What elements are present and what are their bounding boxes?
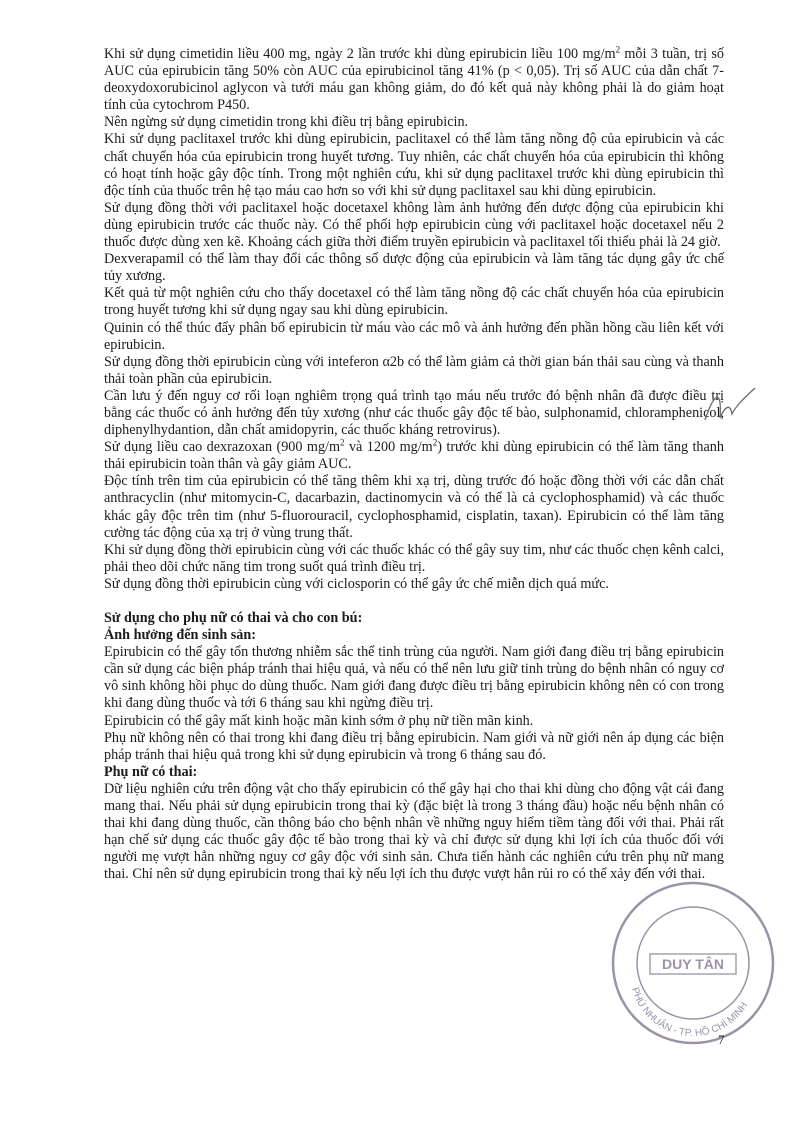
subheading-fertility: Ảnh hưởng đến sinh sản: xyxy=(104,627,257,644)
paragraph: Dexverapamil có thể làm thay đổi các thông số dược động của epirubicin và làm tăng tác dụng gây ức chế tủy xương. xyxy=(104,251,724,285)
paragraph: Khi sử dụng paclitaxel trước khi dùng epirubicin, paclitaxel có thể làm tăng nồng độ của epirubicin và các chất chuyển hóa của epirubicin trong huyết tương. Tuy nhiên, các chất chuyển hóa của epirubicin thì không có hoạt tính hoặc gây độc tính. Trong một nghiên cứu, khi sử dụng paclitaxel trước khi dùng epirubicin thì độc tính của thuốc trên hệ tạo máu cao hơn so với khi sử dụng paclitaxel sau khi dùng epirubicin. xyxy=(104,131,724,199)
paragraph: Độc tính trên tim của epirubicin có thể tăng thêm khi xạ trị, dùng trước đó hoặc đồng thời với các dẫn chất anthracyclin (như mitomycin-C, dacarbazin, dactinomycin và có thể là cả cyclophosphamid) và các thuốc khác gây độc trên tim (như 5-fluorouracil, cyclophosphamid, cisplatin, taxan). Epirubicin có thể làm tăng cường tác động của xạ trị ở vùng trung thất. xyxy=(104,473,724,541)
signature-mark xyxy=(700,380,760,430)
paragraph: Sử dụng đồng thời với paclitaxel hoặc docetaxel không làm ảnh hưởng đến dược động của epirubicin khi dùng epirubicin trước các thuốc này. Có thể phối hợp epirubicin cùng với paclitaxel hoặc docetaxel nếu 2 thuốc được dùng xen kẽ. Khoảng cách giữa thời điểm truyền epirubicin và paclitaxel tối thiểu phải là 24 giờ. xyxy=(104,199,724,251)
paragraph-dexrazoxan xyxy=(104,439,724,473)
paragraph: Epirubicin có thể gây tổn thương nhiễm sắc thể tinh trùng của người. Nam giới đang điều trị bằng epirubicin cần sử dụng các biện pháp tránh thai hiệu quả, và nếu có thể nên lưu giữ tinh trùng do bệnh nhân có nguy cơ vô sinh không hồi phục do dùng thuốc. Nam giới đang được điều trị bằng epirubicin không nên có con trong khi đang dùng thuốc và tới 6 tháng sau khi ngừng điều trị. xyxy=(104,644,724,712)
superscript: 2 xyxy=(432,437,438,448)
superscript: 2 xyxy=(340,437,345,448)
paragraph: Quinin có thể thúc đẩy phân bố epirubicin từ máu vào các mô và ảnh hưởng đến phần hồng cầu liên kết với epirubicin. xyxy=(104,319,724,353)
text-run: và 1200 mg/m xyxy=(344,439,433,456)
paragraph: Epirubicin có thể gây mất kinh hoặc mãn kinh sớm ở phụ nữ tiền mãn kinh. xyxy=(104,712,534,729)
company-stamp xyxy=(608,878,778,1048)
stamp-arc-text: PHÚ NHUẬN - TP. HỒ CHÍ MINH xyxy=(629,986,751,1040)
paragraph: Sử dụng đồng thời epirubicin cùng với inteferon α2b có thể làm giảm cả thời gian bán thải sau cùng và thanh thải toàn phần của epirubicin. xyxy=(104,353,724,387)
paragraph: Khi sử dụng đồng thời epirubicin cùng với các thuốc khác có thể gây suy tim, như các thuốc chẹn kênh calci, phải theo dõi chức năng tim trong suốt quá trình điều trị. xyxy=(104,541,724,575)
spacer xyxy=(104,593,724,610)
page-number: 7 xyxy=(718,1032,725,1047)
section-heading-pregnancy: Sử dụng cho phụ nữ có thai và cho con bú: xyxy=(104,610,363,626)
document-body xyxy=(104,46,724,884)
subheading-pregnant: Phụ nữ có thai: xyxy=(104,763,198,780)
stamp-name: DUY TÂN xyxy=(662,956,724,972)
paragraph: Cần lưu ý đến nguy cơ rối loạn nghiêm trọng quá trình tạo máu nếu trước đó bệnh nhân đã được điều trị bằng các thuốc có ảnh hưởng đến tủy xương (như các thuốc gây độc tế bào, sulphonamid, chloramphenicol, diphenylhydantion, dẫn chất amidopyrin, các thuốc kháng retrovirus). xyxy=(104,387,724,439)
paragraph: Kết quả từ một nghiên cứu cho thấy docetaxel có thể làm tăng nồng độ các chất chuyển hóa của epirubicin trong huyết tương khi sử dụng ngay sau khi dùng epirubicin. xyxy=(104,285,724,319)
text-run: Sử dụng liều cao dexrazoxan (900 mg/m xyxy=(104,439,341,456)
paragraph-cimetidine xyxy=(104,46,724,114)
paragraph: Nên ngừng sử dụng cimetidin trong khi điều trị bằng epirubicin. xyxy=(104,114,469,131)
paragraph: Sử dụng đồng thời epirubicin cùng với ciclosporin có thể gây ức chế miễn dịch quá mức. xyxy=(104,575,609,592)
text-run: Khi sử dụng cimetidin liều 400 mg, ngày 2 lần trước khi dùng epirubicin liều 100 mg/m xyxy=(104,46,616,62)
superscript: 2 xyxy=(615,44,621,55)
text-run: mỗi 3 tuần, trị số AUC của epirubicin tăng 50% còn AUC của epirubicinol tăng 41% (p < 0,05). Trị số AUC của dẫn chất 7-deoxydoxorubicinol aglycon và tưới máu gan không giảm, do đó kết quả này không phải là do giảm hoạt tính của cytochrom P450. xyxy=(104,46,725,114)
text-run: ) trước khi dùng epirubicin có thể làm tăng thanh thải epirubicin toàn thân và gây giảm AUC. xyxy=(104,439,724,473)
paragraph: Dữ liệu nghiên cứu trên động vật cho thấy epirubicin có thể gây hại cho thai khi dùng cho động vật cái đang mang thai. Nếu phải sử dụng epirubicin trong thai kỳ (đặc biệt là trong 3 tháng đầu) hoặc nếu bệnh nhân có thai khi đang dùng thuốc, cần thông báo cho bệnh nhân về những nguy hiểm tiềm tàng đối với thai. Phải rất hạn chế sử dụng các thuốc gây độc tế bào trong thai kỳ và chỉ được sử dụng khi lợi ích của thuốc đối với người mẹ vượt hẳn những nguy cơ gây độc với sinh sản. Chưa tiến hành các nghiên cứu trên phụ nữ mang thai. Chỉ nên sử dụng epirubicin trong thai kỳ nếu lợi ích thu được vượt hẳn rủi ro có thể xảy đến với thai. xyxy=(104,780,724,883)
paragraph: Phụ nữ không nên có thai trong khi đang điều trị bằng epirubicin. Nam giới và nữ giới nên áp dụng các biện pháp tránh thai hiệu quả trong khi sử dụng epirubicin và trong 6 tháng sau đó. xyxy=(104,729,724,763)
